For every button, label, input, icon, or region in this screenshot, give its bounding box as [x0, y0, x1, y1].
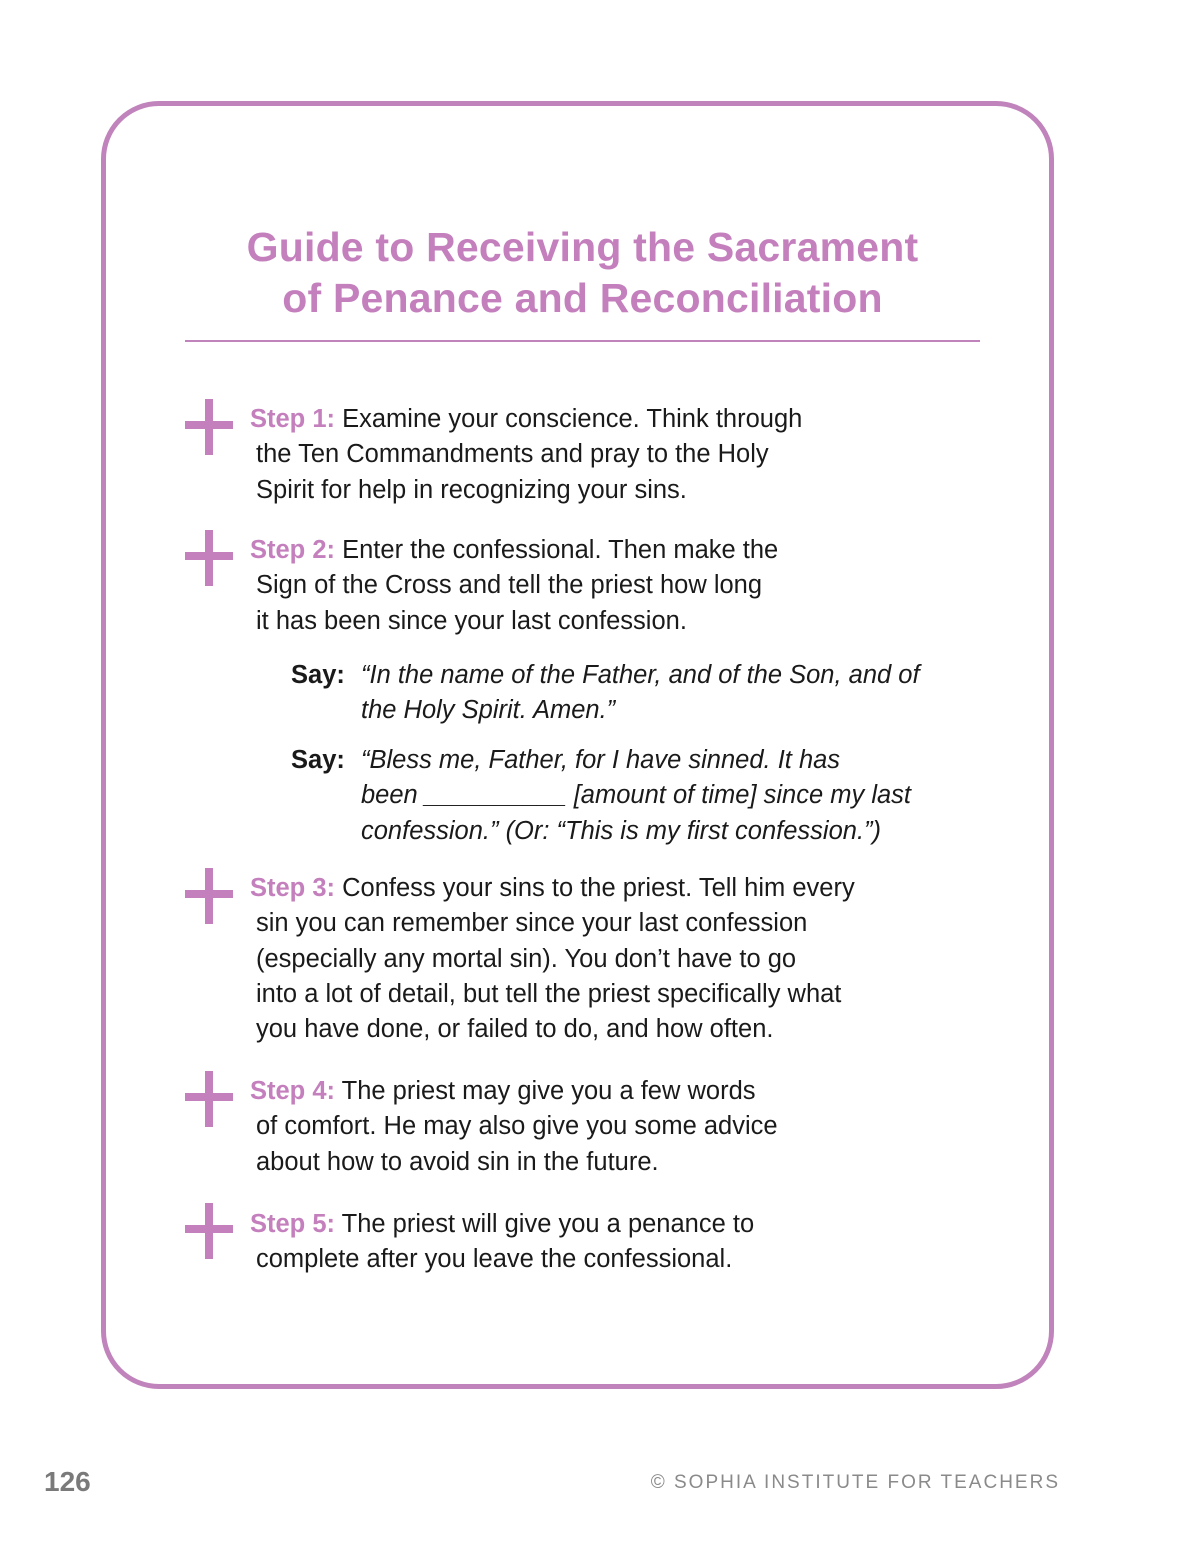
step-5-label: Step 5: — [250, 1210, 336, 1238]
step-3-line-4: into a lot of detail, but tell the priest specifically what — [256, 979, 842, 1008]
step-5-line-2: complete after you leave the confessional. — [256, 1245, 733, 1274]
step-1-line-1: Examine your conscience. Think through — [335, 405, 803, 433]
step-2-label: Step 2: — [250, 536, 336, 564]
step-3 — [250, 871, 855, 1047]
cross-icon — [185, 1071, 233, 1127]
copyright-footer: © SOPHIA INSTITUTE FOR TEACHERS — [650, 1472, 1060, 1493]
step-1-line-3: Spirit for help in recognizing your sins. — [256, 475, 687, 504]
page-number: 126 — [44, 1466, 91, 1497]
say-2-line-1: “Bless me, Father, for I have sinned. It has — [361, 746, 841, 774]
step-3-line-3: (especially any mortal sin). You don’t have to go — [256, 944, 797, 973]
say-label: Say: — [291, 746, 345, 774]
step-5 — [250, 1207, 754, 1278]
title-divider — [185, 340, 980, 342]
title-line-2: of Penance and Reconciliation — [282, 275, 883, 321]
step-1-line-2: the Ten Commandments and pray to the Holy — [256, 440, 769, 469]
step-3-label: Step 3: — [250, 874, 336, 902]
say-1-line-1: “In the name of the Father, and of the Son, and of — [361, 661, 920, 689]
step-4-line-3: about how to avoid sin in the future. — [256, 1147, 659, 1176]
step-4-line-1: The priest may give you a few words — [335, 1077, 756, 1105]
step-2-line-3: it has been since your last confession. — [256, 606, 687, 635]
say-text — [361, 743, 911, 849]
cross-icon — [185, 1203, 233, 1259]
cross-icon — [185, 868, 233, 924]
step-5-line-1: The priest will give you a penance to — [335, 1210, 755, 1238]
say-text — [361, 658, 920, 729]
say-label: Say: — [291, 661, 345, 689]
step-2-line-2: Sign of the Cross and tell the priest how long — [256, 571, 763, 600]
step-3-line-1: Confess your sins to the priest. Tell him every — [335, 874, 855, 902]
title-line-1: Guide to Receiving the Sacrament — [246, 224, 919, 270]
step-3-line-2: sin you can remember since your last confession — [256, 909, 808, 938]
step-4-label: Step 4: — [250, 1077, 336, 1105]
step-4-line-2: of comfort. He may also give you some advice — [256, 1112, 778, 1141]
page-title — [185, 222, 980, 324]
say-2-line-2: been __________ [amount of time] since my last — [361, 781, 912, 810]
step-3-line-5: you have done, or failed to do, and how often. — [256, 1015, 774, 1044]
cross-icon — [185, 399, 233, 455]
say-1-line-2: the Holy Spirit. Amen.” — [361, 696, 616, 725]
say-2-line-3: confession.” (Or: “This is my first confession.”) — [361, 816, 882, 845]
step-4 — [250, 1074, 778, 1180]
step-2 — [250, 533, 778, 639]
cross-icon — [185, 530, 233, 586]
step-1 — [250, 402, 802, 508]
step-2-line-1: Enter the confessional. Then make the — [335, 536, 779, 564]
step-1-label: Step 1: — [250, 405, 336, 433]
